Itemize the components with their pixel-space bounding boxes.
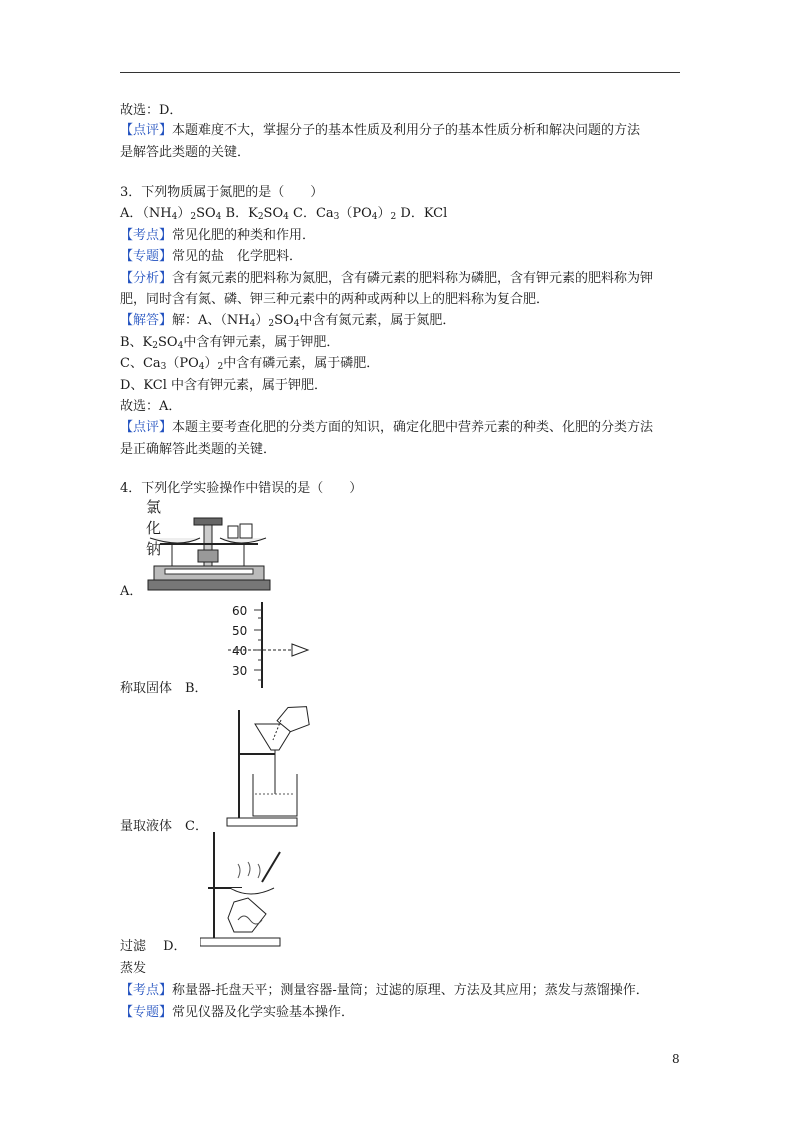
- cylinder-tick-60: 60: [232, 604, 248, 618]
- comment-line: 【点评】本题难度不大，掌握分子的基本性质及利用分子的基本性质分析和解决问题的方法: [120, 123, 641, 138]
- dianping-line-2: 是正确解答此类题的关键．: [120, 442, 277, 457]
- evaporation-drawing: [200, 832, 300, 948]
- cylinder-figure: [228, 602, 318, 692]
- fenxi-line: 【分析】含有氮元素的肥料称为氮肥，含有磷元素的肥料称为磷肥，含有钾元素的肥料称为钾: [120, 271, 654, 286]
- dianping-line: 【点评】本题主要考查化肥的分类方面的知识，确定化肥中营养元素的种类、化肥的分类方法: [120, 420, 654, 435]
- question-3-options: A．$(NH_4)_2SO_4$ B．$K_2SO_4$ C．$Ca_3(PO_4)_2$ D．KCl: [120, 206, 448, 222]
- cylinder-tick-40: 40: [232, 644, 248, 658]
- jieda-c-line: C、$Ca_3(PO_4)_2$中含有磷元素，属于磷肥．: [120, 356, 380, 372]
- caption-a: 称取固体 B．: [120, 681, 208, 696]
- kaodian-4-line: 【考点】称量器-托盘天平；测量容器-量筒；过滤的原理、方法及其应用；蒸发与蒸馏操作．: [120, 983, 649, 998]
- question-3: 3．下列物质属于氮肥的是（ ）: [120, 185, 324, 200]
- cylinder-tick-50: 50: [232, 624, 248, 638]
- fenxi-line-2: 肥，同时含有氮、磷、钾三种元素中的两种或两种以上的肥料称为复合肥．: [120, 292, 550, 307]
- eye-icon: [292, 644, 308, 656]
- nacl-label: 氯化钠: [146, 498, 162, 558]
- jieda-d-line: D、KCl 中含有钾元素，属于钾肥．: [120, 378, 328, 393]
- jieda-line: 【解答】解：A、$(NH_4)_2SO_4$中含有氮元素，属于氮肥．: [120, 313, 456, 329]
- option-a-label: A．: [120, 584, 143, 599]
- header-rule: [120, 72, 680, 73]
- answer-line: 故选：D．: [120, 103, 183, 118]
- caption-b: 量取液体 C．: [120, 819, 208, 834]
- caption-d: 蒸发: [120, 961, 147, 976]
- comment-line-2: 是解答此类题的关键．: [120, 145, 251, 160]
- evaporation-figure: [200, 832, 300, 952]
- zhuanti-4-line: 【专题】常见仪器及化学实验基本操作．: [120, 1005, 355, 1020]
- question-4: 4．下列化学实验操作中错误的是（ ）: [120, 481, 363, 496]
- kaodian-line: 【考点】常见化肥的种类和作用．: [120, 228, 316, 243]
- caption-c: 过滤 D．: [120, 939, 187, 954]
- balance-drawing: [140, 496, 280, 596]
- page-number: 8: [672, 1052, 680, 1066]
- jieda-b-line: B、$K_2SO_4$中含有钾元素，属于钾肥．: [120, 335, 340, 351]
- zhuanti-line: 【专题】常见的盐 化学肥料．: [120, 249, 303, 264]
- cylinder-tick-30: 30: [232, 664, 248, 678]
- filtration-drawing: [225, 704, 325, 828]
- filtration-figure: [225, 704, 325, 832]
- answer-3: 故选：A．: [120, 399, 182, 414]
